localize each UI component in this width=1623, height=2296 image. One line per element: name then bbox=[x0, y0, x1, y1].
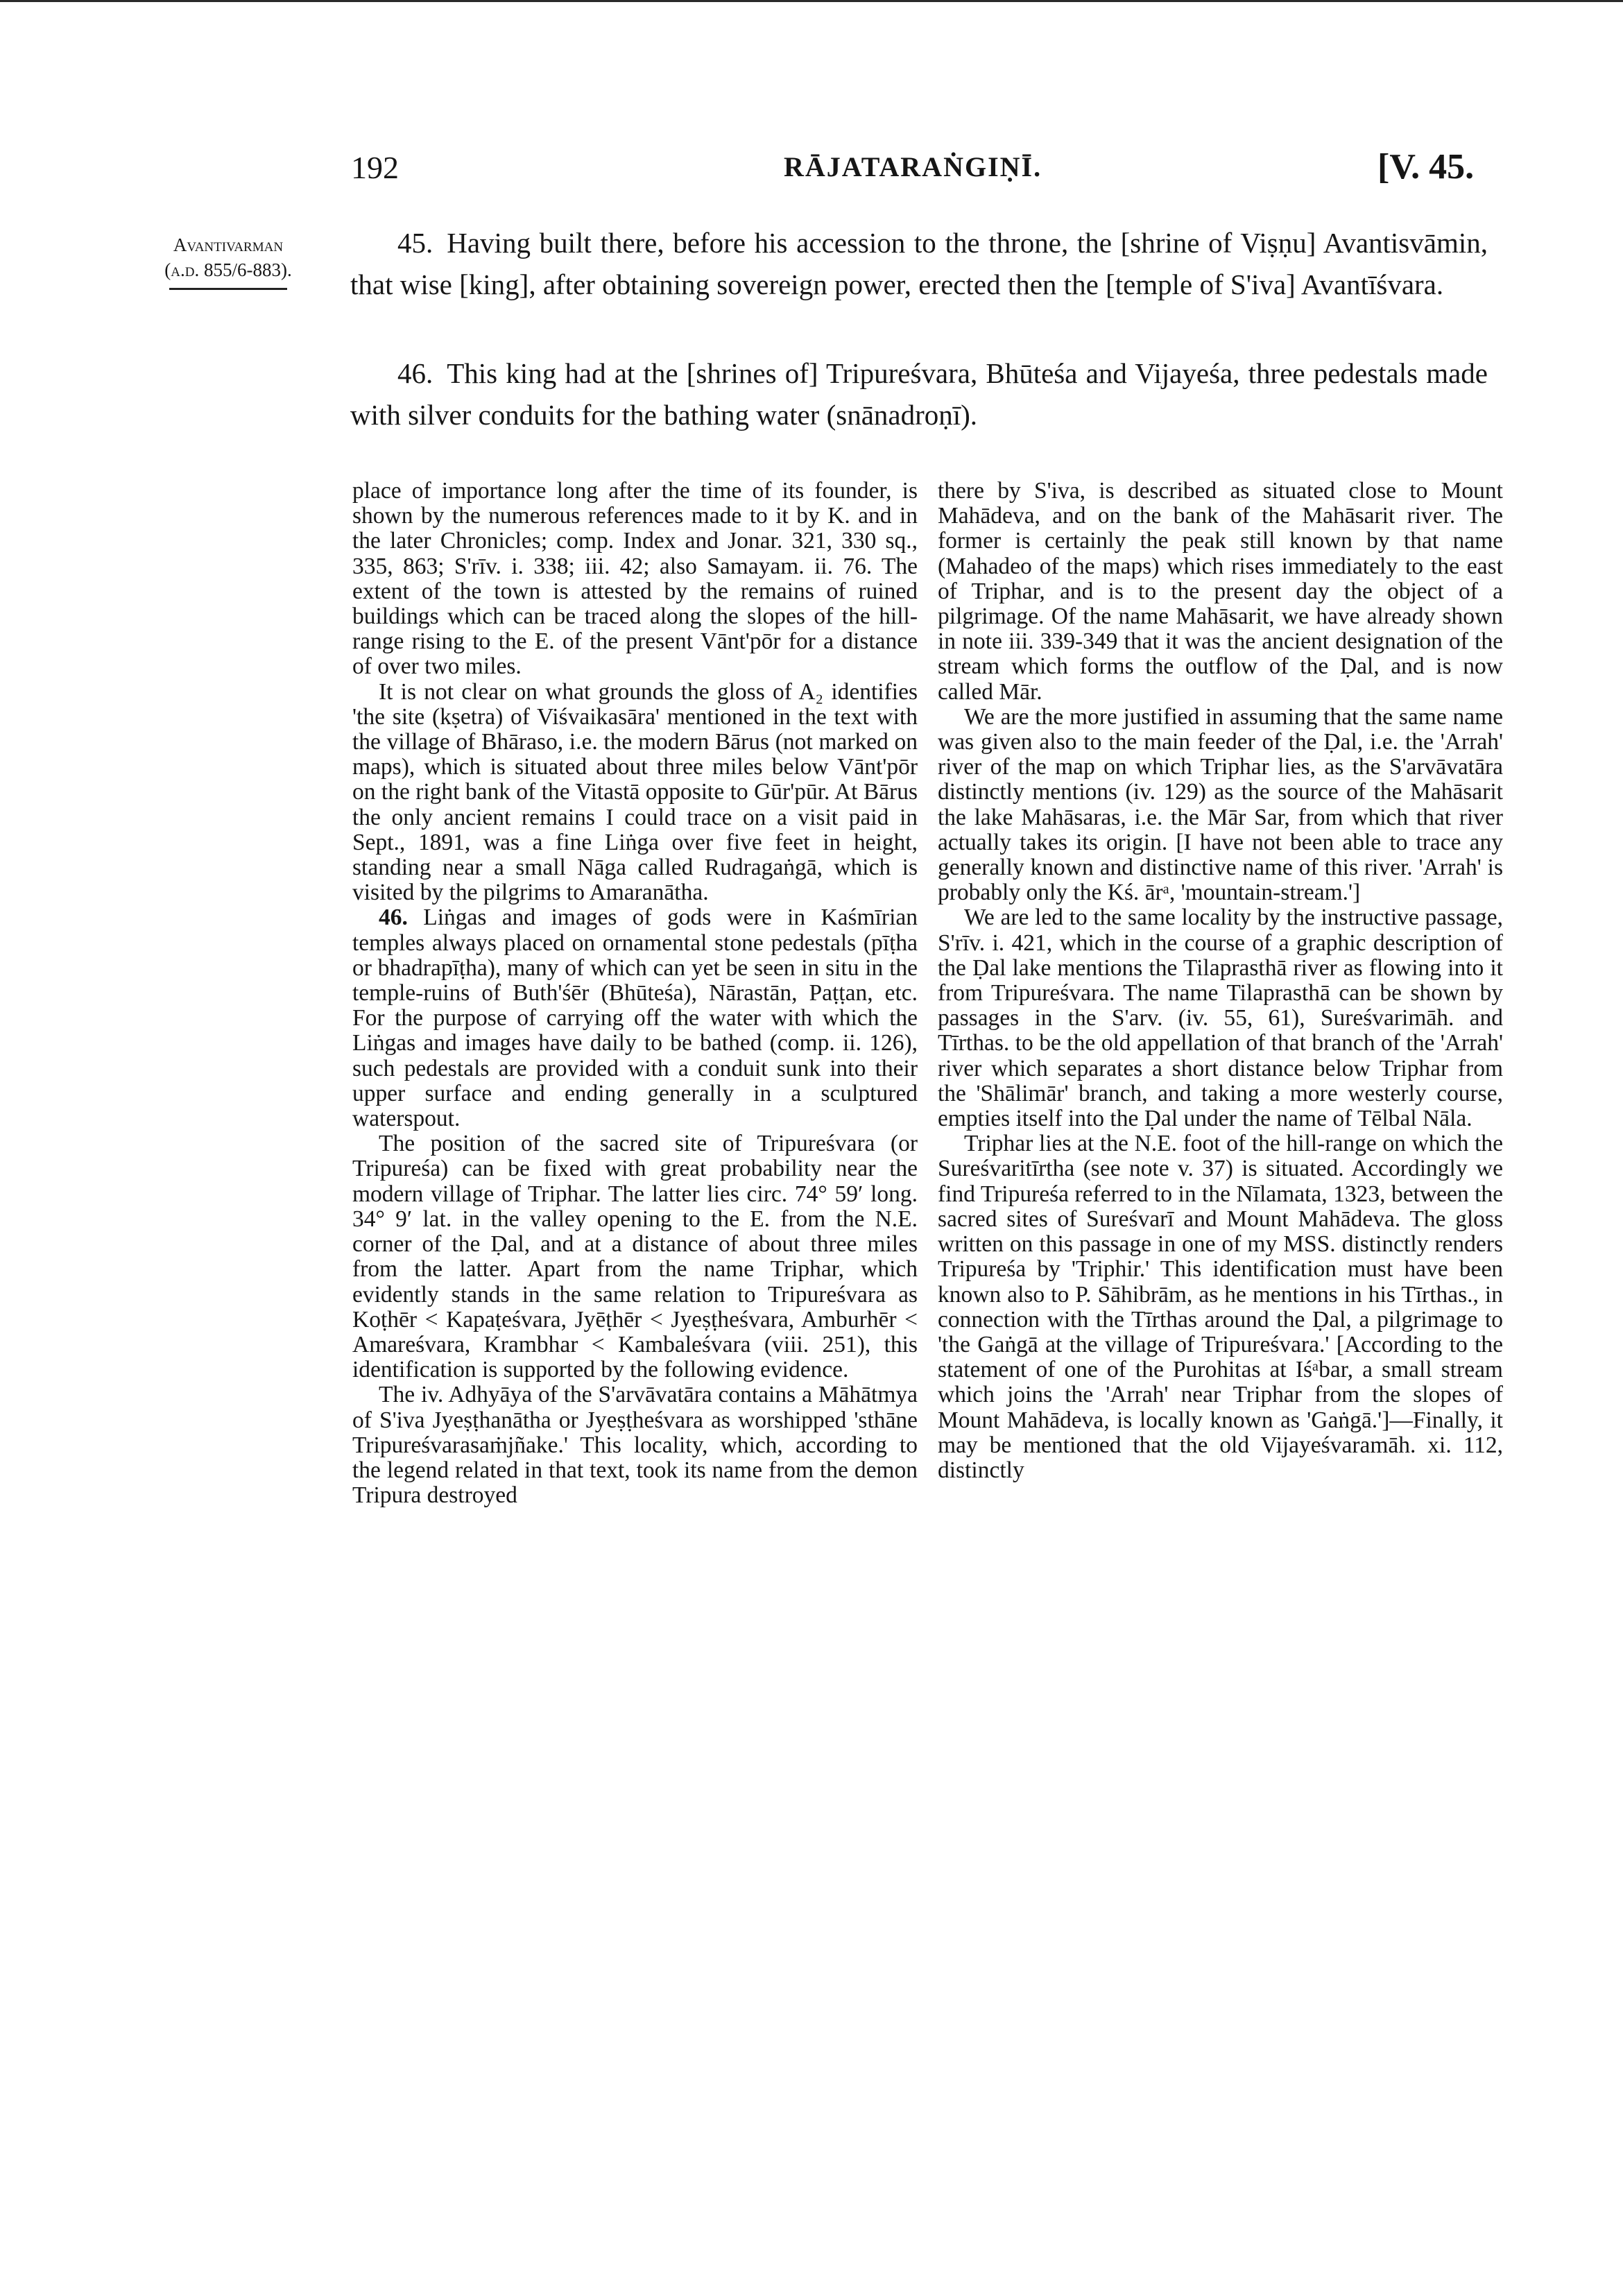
note-paragraph: We are the more justified in assuming that the same name was given also to the main feeder of the Ḍal, i.e. the 'Arrah' river of the map on which Triphar lies, as the S'arvāvatāra distinctly mentions (iv. 129) as the source of the Mahāsarit the lake Mahāsaras, i.e. the Mār Sar, from which that river actually takes its origin. [I have not been able to trace any generally known and distinctive name of this river. 'Arrah' is probably only the Kś. ārᵃ, 'mountain-stream.'] bbox=[938, 703, 1503, 906]
note-paragraph: The position of the sacred site of Tripureśvara (or Tripureśa) can be fixed with great probability near the modern village of Triphar. The latter lies circ. 74° 59′ long. 34° 9′ lat. in the valley opening to the E. from the N.E. corner of the Ḍal, and at a distance of about three miles from the latter. Apart from the name Triphar, which evidently stands in the same relation to Tripureśvara as Koṭhēr < Kapaṭeśvara, Jyēṭhēr < Jyeṣṭheśvara, Amburhēr < Amareśvara, Krambhar < Kambaleśvara (viii. 251), this identification is supported by the following evidence. bbox=[352, 1131, 918, 1383]
verse-number: 46. bbox=[397, 357, 433, 389]
verse-text: Having built there, before his accession to the throne, the [shrine of Viṣṇu] Avantisvāmin, that wise [king], after obtaining sovereign power, erected then the [temple of S'iva] Avantīśvara. bbox=[350, 227, 1488, 300]
page-header bbox=[0, 149, 1623, 198]
note-paragraph: place of importance long after the time of its founder, is shown by the numerous references made to it by K. and in the later Chronicles; comp. Index and Jonar. 321, 330 sq., 335, 863; S'rīv. i. 338; iii. 42; also Samayam. ii. 76. The extent of the town is attested by the remains of ruined buildings which can be traced along the slopes of the hill-range rising to the E. of the present Vānt'pōr for a distance of over two miles. bbox=[352, 479, 918, 680]
margin-note-rule bbox=[169, 288, 287, 290]
page-number: 192 bbox=[351, 150, 399, 185]
margin-note bbox=[128, 232, 329, 290]
note-paragraph: We are led to the same locality by the instructive passage, S'rīv. i. 421, which in the course of a graphic description of the Ḍal lake mentions the Tilaprasthā river as flowing into it from Tripureśvara. The name Tilaprasthā can be shown by passages in the S'arv. (iv. 55, 61), Sureśvarimāh. and Tīrthas. to be the old appellation of that branch of the 'Arrah' river which separates a short distance below Triphar from the 'Shālimār' branch, and taking a more westerly course, empties itself into the Ḍal under the name of Tēlbal Nāla. bbox=[938, 905, 1503, 1132]
note-text: Liṅgas and images of gods were in Kaśmīrian temples always placed on ornamental stone pedestals (pīṭha or bhadrapīṭha), many of which can yet be seen in situ in the temple-ruins of Buth'śēr (Bhūteśa), Nārastān, Paṭṭan, etc. For the purpose of carrying off the water with which the Liṅgas and images have daily to be bathed (comp. ii. 126), such pedestals are provided with a conduit sunk into their upper surface and ending generally in a sculptured waterspout. bbox=[352, 905, 918, 1132]
verse-text: This king had at the [shrines of] Tripureśvara, Bhūteśa and Vijayeśa, three pedestals made with silver conduits for the bathing water (snānadroṇī). bbox=[350, 357, 1488, 431]
verse-45 bbox=[350, 222, 1488, 305]
note-46-paragraph bbox=[352, 905, 918, 1131]
margin-note-king: Avantivarman bbox=[173, 234, 284, 255]
note-paragraph: The iv. Adhyāya of the S'arvāvatāra contains a Māhātmya of S'iva Jyeṣṭhanātha or Jyeṣṭheśvara as worshipped 'sthāne Tripureśvarasaṁjñake.' This locality, which, according to the legend related in that text, took its name from the demon Tripura destroyed bbox=[352, 1382, 918, 1509]
margin-note-dates: (a.d. 855/6-883). bbox=[164, 259, 292, 280]
top-border-line bbox=[0, 0, 1623, 2]
note-paragraph: Triphar lies at the N.E. foot of the hill-range on which the Sureśvaritīrtha (see note v. 37) is situated. Accordingly we find Tripureśa referred to in the Nīlamata, 1323, between the sacred sites of Sureśvarī and Mount Mahādeva. The gloss written on this passage in one of my MSS. distinctly renders Tripureśa by 'Triphir.' This identification must have been known also to P. Sāhibrām, as he mentions in his Tīrthas., in connection with the Tīrthas around the Ḍal, a pilgrimage to 'the Gaṅgā at the village of Tripureśvara.' [According to the statement of one of the Purohitas at Iśᵃbar, a small stream which joins the 'Arrah' near Triphar from the slopes of Mount Mahādeva, is locally known as 'Gaṅgā.']—Finally, it may be mentioned that the old Vijayeśvaramāh. xi. 112, distinctly bbox=[938, 1131, 1503, 1483]
section-reference: [V. 45. bbox=[1377, 147, 1475, 187]
notes-right-column bbox=[938, 479, 1503, 1901]
note-paragraph: It is not clear on what grounds the gloss of A₂ identifies 'the site (kṣetra) of Viśvaikasāra' mentioned in the text with the village of Bhāraso, i.e. the modern Bārus (not marked on maps), which is situated about three miles below Vānt'pōr on the right bank of the Vitastā opposite to Gūr'pūr. At Bārus the only ancient remains I could trace on a visit paid in Sept., 1891, was a fine Liṅga over five feet in height, standing near a small Nāga called Rudragaṅgā, which is visited by the pilgrims to Amaranātha. bbox=[352, 678, 918, 906]
notes-left-column bbox=[352, 479, 918, 1901]
verse-46 bbox=[350, 352, 1488, 436]
note-paragraph: there by S'iva, is described as situated close to Mount Mahādeva, and on the bank of the Mahāsarit river. The former is certainly the peak still known by that name (Mahadeo of the maps) which rises immediately to the east of Triphar, and is to the present day the object of a pilgrimage. Of the name Mahāsarit, we have already shown in note iii. 339-349 that it was the ancient designation of the stream which forms the outflow of the Ḍal, and is now called Mār. bbox=[938, 479, 1503, 705]
note-number: 46. bbox=[379, 905, 408, 931]
running-title: RĀJATARAṄGIṆĪ. bbox=[784, 151, 1042, 182]
verse-number: 45. bbox=[397, 227, 433, 259]
